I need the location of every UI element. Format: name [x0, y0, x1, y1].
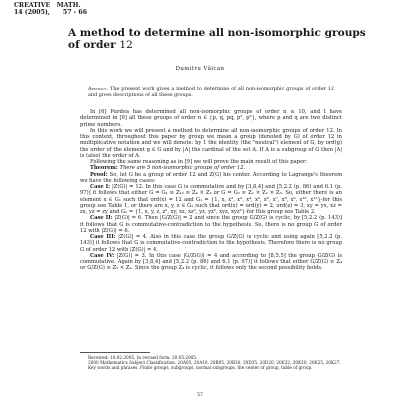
- title-main: A method to determine all non-isomorphic groups of order: [68, 27, 366, 51]
- proof-label: Proof:: [90, 171, 108, 178]
- proof-text: So, let G be a group of order 12 and Z(G) his center. According to Lagrange's theorem we have the following cases:: [80, 171, 342, 184]
- footnote-rule: [80, 352, 150, 353]
- case-3-label: Case III:: [90, 234, 116, 240]
- footnote-keywords: Key words and phrases. Finite groups, subgroups, normal subgroups, the center of group, table of group.: [88, 365, 313, 370]
- abstract-text: The present work gives a method to determine of all non-isomorphic groups of order 12 and gives descriptions of all these groups.: [88, 86, 334, 98]
- case-4-label: Case IV:: [90, 252, 115, 259]
- paper-title: [68, 27, 368, 51]
- theorem-text: There are 5 non-isomorphic groups of order 12.: [119, 165, 246, 172]
- page-number: 57: [197, 393, 203, 398]
- journal-volume-pages: 14 (2005), 57 - 66: [14, 9, 88, 17]
- paragraph-context: In this work we will present a method to determine all non-isomorphic groups of order 12. In this context, throughout this paper by group we mean a group (denoted by G) of order 12 in multiplicative notation and we will denote: by 1 the identity (the "neutral") element of G, by ord(g) the order of the element g ∈ G and by |A| the cardinal of the set A. If A is a subgroup of G then |A| is (also) the order of A.: [80, 127, 342, 159]
- case-1: [80, 184, 342, 215]
- paper-body: [80, 109, 342, 272]
- proof: [80, 172, 342, 185]
- case-2-label: Case II:: [90, 215, 113, 222]
- case-1-label: Case I:: [90, 184, 111, 190]
- footnote-msc: 2000 Mathematics Subject Classification. 20A05, 20A10, 20B05, 20B30, 20D35, 20D20, 20E32, 20K10, 20K25, 20K27.: [88, 360, 341, 365]
- journal-header: [14, 2, 87, 16]
- case-3: [80, 234, 342, 253]
- case-2-text: |Z(G)| = 6. Then |G/Z(G)| = 2 and since the group G/Z(G) is cyclic, by [5,2.2 (p. 143)] it follows that G is commutative-contradiction to the hypothesis. So, there is no group G of order 12 with |Z(G)| = 6.: [80, 215, 342, 234]
- footnote-received: Received: 10.02.2005. In revised form: 20.05.2005.: [88, 355, 198, 360]
- journal-name: CREATIVE MATH.: [14, 2, 81, 9]
- abstract: [88, 87, 334, 99]
- case-3-text: |Z(G)| = 4. Also in this case the group G/Z(G) is cyclic and using again [5,2.2 (p. 143)] it follows that G is commutative-contradiction to the hypothesis. Therefore there is no group G of order 12 with |Z(G)| = 4.: [80, 234, 343, 253]
- paragraph-main-result: Following the same reasoning as in [9] we will prove the main result of this paper:: [90, 159, 308, 165]
- case-4: [80, 253, 342, 272]
- paragraph-intro: In [6] Purdea has determined all non-isomorphic groups of order n ≤ 10, and I have determined in [9] all these groups of order n ∈ {p, q, pq, p², p³}, where p and q are two distinct prime numbers.: [80, 109, 342, 128]
- title-order: 12: [119, 39, 133, 51]
- theorem-label: Theorem:: [90, 165, 118, 172]
- case-2: [80, 215, 342, 234]
- abstract-label: Abstract.: [88, 86, 109, 92]
- case-4-text: |Z(G)| = 3. In this case |G/Z(G)| = 4 and according to [8,5.5] the group G/Z(G) is commutative. Again by [3,8,4] and [5,2.2 (p. 86) and 6.1 (p. 97)] it follows that either G/Z(G) ≅ Z₄ or G/Z(G) ≅ Z₂ × Z₂. Since the group Z₄ is cyclic, it follows only the second possibility holds.: [80, 252, 342, 272]
- footnotes: [80, 355, 342, 370]
- case-1-text: |Z(G)| = 12. In this case G is commutative and by [3,8,4] and [5,2.2 (p. 86) and 6.1 (p. 97)] it follows that either G = G₁ ≅ Z₁₂ ≅ Z₄ × Z₃ or G = G₂ ≅ Z₂ × Z₂ × Z₃. So, either there is an element x ∈ G₁ such that ord(x) = 12 and G₁ = {1, x, x², x³, x⁴, x⁵, x⁶, x⁷, x⁸, x⁹, x¹⁰, x¹¹}-for this group see Table 1, or there are x, y, z ∈ G₂ such that ord(x) = ord(y) = 2, ord(z) = 3, xy = yx, xz = zx, yz = zy and G₂ = {1, x, y, z, z², xy, xz, xz², yz, yz², xyz, xyz²}-for this group see Table 2.: [80, 184, 342, 215]
- author-name: Dumitru Vălcan: [175, 66, 225, 72]
